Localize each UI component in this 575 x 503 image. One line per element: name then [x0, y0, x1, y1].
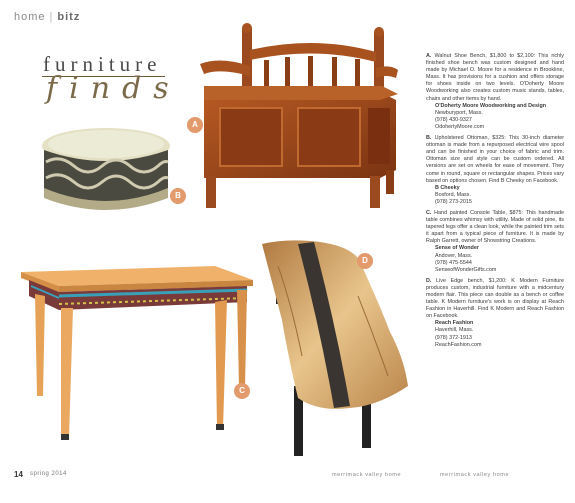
section-separator: | [49, 11, 54, 23]
walnut-bench-photo [190, 20, 405, 215]
item-a-lead: A. [426, 53, 432, 59]
item-a [426, 53, 564, 131]
title-line-1: furniture [43, 52, 162, 76]
item-d-lead: D. [426, 277, 432, 284]
item-a-website[interactable]: OdohertyMoore.com [435, 123, 485, 130]
item-c-business: Sense of Wonder [435, 245, 479, 252]
item-b-business: B Cheeky [435, 184, 460, 191]
item-c [426, 210, 564, 274]
item-b-phone: (978) 273-2015 [435, 198, 472, 205]
item-a-description: Walnut Shoe Bench, $1,800 to $2,100: This richly finished shoe bench was custom designed and hand made by Michael O. Moore for a residence in Brookline, Mass. It has provisions for a cushion and offers storage for shoes inside on two levels. O'Doherty Moore Woodworking also creates custom music stands, tables, chairs and other items by hand. [426, 53, 564, 102]
page-number: 14 [14, 470, 23, 479]
badge-c: C [234, 383, 250, 399]
item-a-business: O'Doherty Moore Woodworking and Design [435, 102, 547, 109]
item-d-phone: (978) 372-1913 [435, 334, 472, 341]
badge-b: B [170, 188, 186, 204]
badge-d: D [357, 253, 373, 269]
item-c-location: Andover, Mass. [435, 252, 473, 259]
item-c-lead: C. [426, 209, 432, 216]
item-c-website[interactable]: SenseofWonderGifts.com [435, 266, 497, 273]
item-a-location: Newburyport, Mass. [435, 109, 483, 116]
item-d-business: Reach Fashion [435, 320, 474, 327]
item-b-location: Boxford, Mass. [435, 191, 471, 198]
item-d-description: Live Edge bench, $1,200: K Modern Furniture produces custom, industrial furniture with a midcentury modern flair. This piece can double as a bench or coffee table. K Modern furniture's work is on display at Reach Fashion in Haverhill. Find K Modern and Reach Fashion on Facebook. [426, 277, 564, 320]
issue-date: spring 2014 [30, 471, 67, 477]
section-header [14, 11, 80, 23]
item-c-description: Hand painted Console Table, $875: This handmade table combines whimsy with utility. Made of solid pine, its tapered legs offer a clean look, while the painted trim sets it apart from a typical piece of furniture. It is made by Ralph Garrett, owner of Showstring Creations. [426, 209, 564, 245]
item-d [426, 278, 564, 349]
item-c-phone: (978) 475-5544 [435, 259, 472, 266]
item-b-lead: B. [426, 135, 432, 142]
descriptions-column [426, 53, 564, 353]
item-d-location: Haverhill, Mass. [435, 327, 474, 334]
magazine-name-right: merrimack valley home [440, 472, 510, 478]
section-label: home [14, 11, 46, 23]
console-table-photo [15, 262, 260, 452]
ottoman-photo [40, 122, 175, 217]
item-d-website[interactable]: ReachFashion.com [435, 341, 482, 348]
item-b-description: Upholstered Ottoman, $325: This 30-inch diameter ottoman is made from a repurposed electrical wire spool and can be finished in your choice of fabric and trim. Ottoman size and style can be custom ordered. All versions are set on wheels for ease of movement. They come in round, square or rectangular shapes. Prices vary based on options chosen. Find B Cheeky on Facebook. [426, 135, 564, 184]
item-b [426, 135, 564, 206]
magazine-name-left: merrimack valley home [332, 472, 402, 478]
live-edge-bench-photo [258, 236, 423, 461]
item-a-phone: (978) 430-9327 [435, 116, 472, 123]
badge-a: A [187, 117, 203, 133]
title-line-2: finds [46, 71, 181, 106]
subsection-label: bitz [57, 11, 81, 23]
